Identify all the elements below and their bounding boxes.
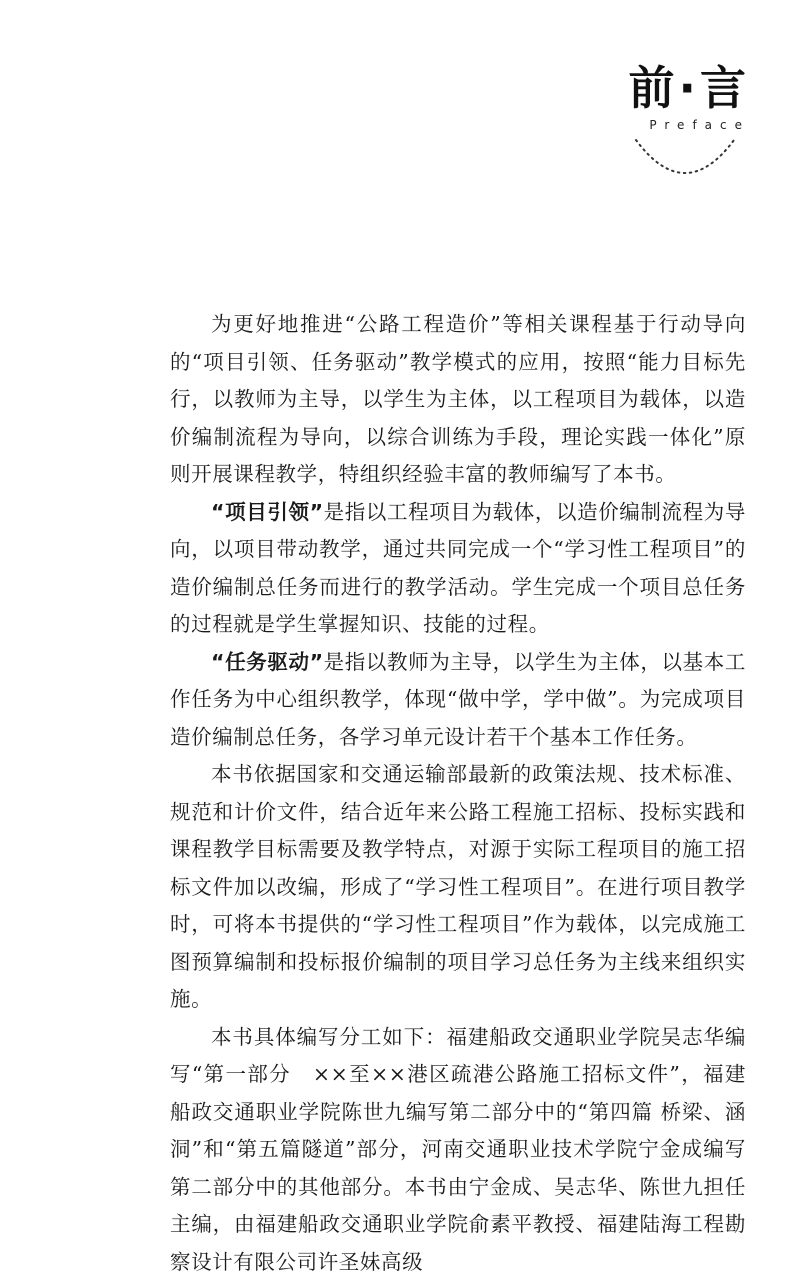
preface-body: [170, 306, 746, 1281]
paragraph-lead-term: “任务驱动”: [211, 650, 324, 674]
paragraph-project-led: [170, 494, 746, 644]
paragraph-task-driven: [170, 644, 746, 757]
page-subtitle: Preface: [610, 118, 750, 132]
paragraph-text: 是指以工程项目为载体，以造价编制流程为导向，以项目带动教学，通过共同完成一个“学习性工程项目”的造价编制总任务而进行的教学活动。学生完成一个项目总任务的过程就是学生掌握知识、技能的过程。: [170, 500, 746, 637]
paragraph-intro: [170, 306, 746, 494]
paragraph-text: 本书具体编写分工如下：福建船政交通职业学院吴志华编写“第一部分 ××至××港区疏港公路施工招标文件”，福建船政交通职业学院陈世九编写第二部分中的“第四篇 桥梁、涵洞”和“第五篇隧道”部分，河南交通职业技术学院宁金成编写第二部分中的其他部分。本书由宁金成、吴志华、陈世九担任主编，由福建船政交通职业学院俞素平教授、福建陆海工程勘察设计有限公司许圣妹高级: [170, 1025, 746, 1274]
page-header: [610, 60, 750, 132]
paragraph-authors: [170, 1019, 746, 1281]
page-title: 前·言: [610, 60, 750, 116]
paragraph-lead-term: “项目引领”: [211, 500, 324, 524]
dotted-arc-ornament: [630, 136, 740, 186]
paragraph-text: 为更好地推进“公路工程造价”等相关课程基于行动导向的“项目引领、任务驱动”教学模式的应用，按照“能力目标先行，以教师为主导，以学生为主体，以工程项目为载体，以造价编制流程为导向，以综合训练为手段，理论实践一体化”原则开展课程教学，特组织经验丰富的教师编写了本书。: [170, 312, 746, 486]
paragraph-basis: [170, 756, 746, 1019]
paragraph-text: 是指以教师为主导，以学生为主体，以基本工作任务为中心组织教学，体现“做中学，学中做”。为完成项目造价编制总任务，各学习单元设计若干个基本工作任务。: [170, 650, 746, 749]
paragraph-text: 本书依据国家和交通运输部最新的政策法规、技术标准、规范和计价文件，结合近年来公路工程施工招标、投标实践和课程教学目标需要及教学特点，对源于实际工程项目的施工招标文件加以改编，形成了“学习性工程项目”。在进行项目教学时，可将本书提供的“学习性工程项目”作为载体，以完成施工图预算编制和投标报价编制的项目学习总任务为主线来组织实施。: [170, 762, 746, 1011]
